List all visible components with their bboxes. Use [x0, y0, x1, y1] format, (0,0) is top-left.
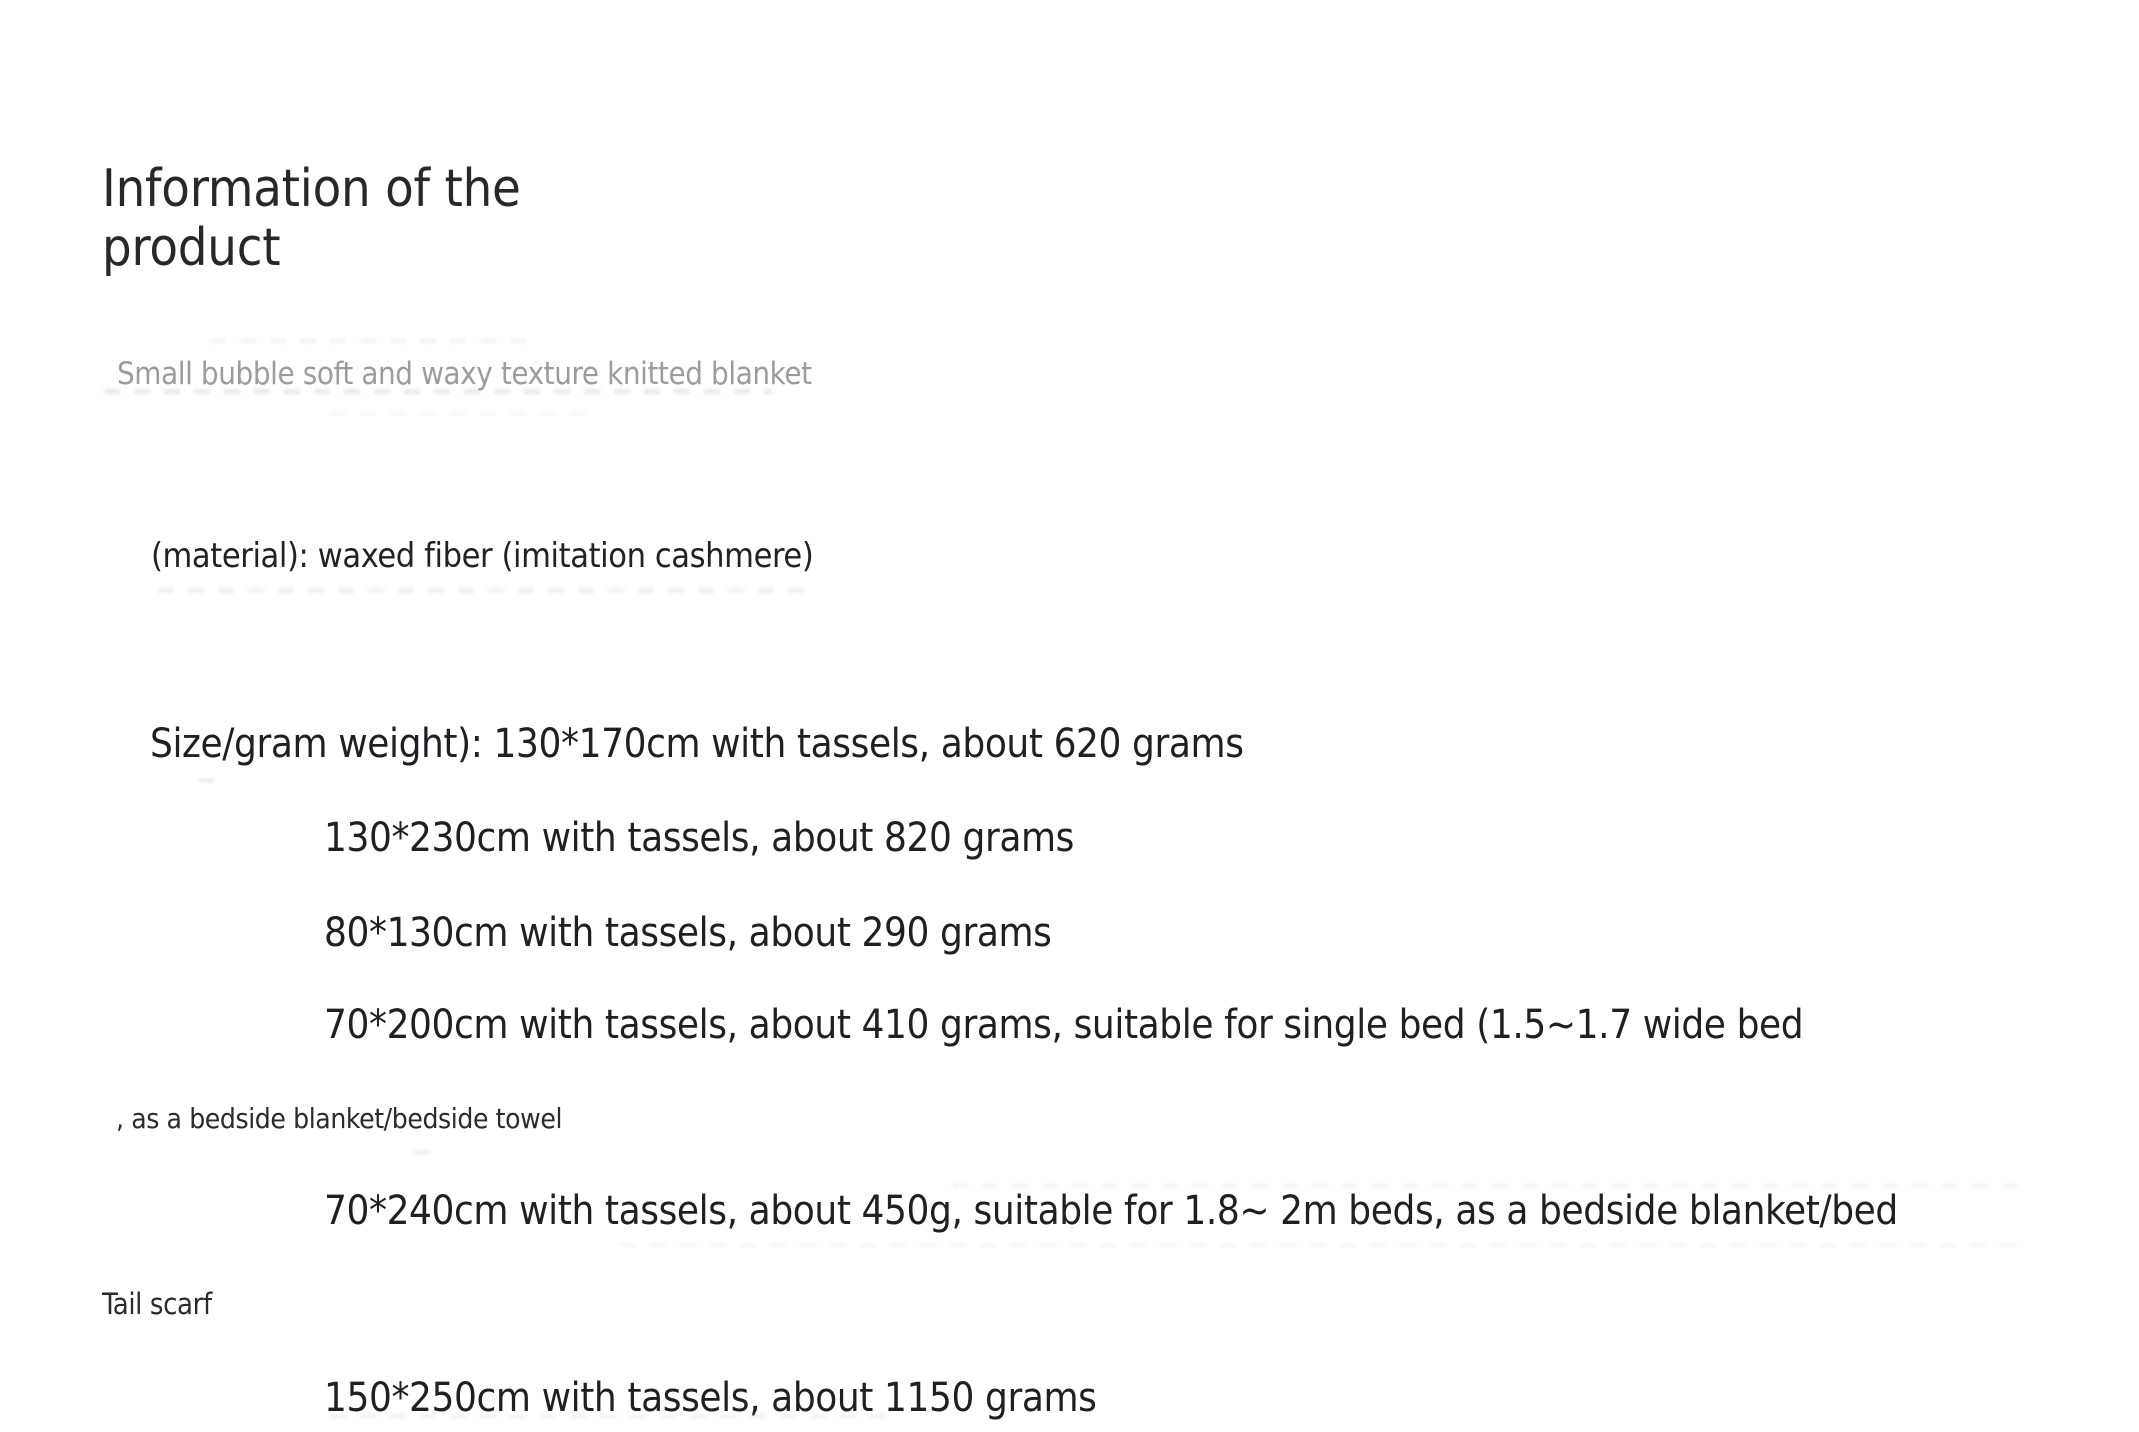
size-option-70x240: 70*240cm with tassels, about 450g, suitable for 1.8~ 2m beds, as a bedside blanket/bed — [324, 1188, 1898, 1234]
page-title — [102, 160, 521, 278]
erased-text-artifact — [158, 588, 808, 593]
size-option-150x250: 150*250cm with tassels, about 1150 grams — [324, 1375, 1097, 1421]
size-option-80x130: 80*130cm with tassels, about 290 grams — [324, 910, 1052, 956]
size-weight-lead-line: Size/gram weight): 130*170cm with tassels, about 620 grams — [150, 721, 1244, 767]
size-option-130x230: 130*230cm with tassels, about 820 grams — [324, 815, 1075, 861]
material-line: (material): waxed fiber (imitation cashmere) — [151, 536, 814, 576]
erased-text-artifact — [198, 779, 214, 782]
erased-text-artifact — [414, 1151, 432, 1154]
erased-text-artifact — [330, 412, 590, 415]
page-title-line-2: product — [102, 218, 281, 278]
erased-text-artifact — [210, 339, 540, 343]
product-subtitle: Small bubble soft and waxy texture knitted blanket — [117, 356, 812, 392]
size-option-70x200: 70*200cm with tassels, about 410 grams, suitable for single bed (1.5~1.7 wide bed — [324, 1002, 1804, 1048]
erased-text-artifact — [620, 1243, 2020, 1247]
size-option-70x240-continuation: Tail scarf — [102, 1287, 212, 1321]
page-title-line-1: Information of the — [102, 159, 521, 219]
size-option-70x200-continuation: , as a bedside blanket/bedside towel — [116, 1102, 563, 1135]
